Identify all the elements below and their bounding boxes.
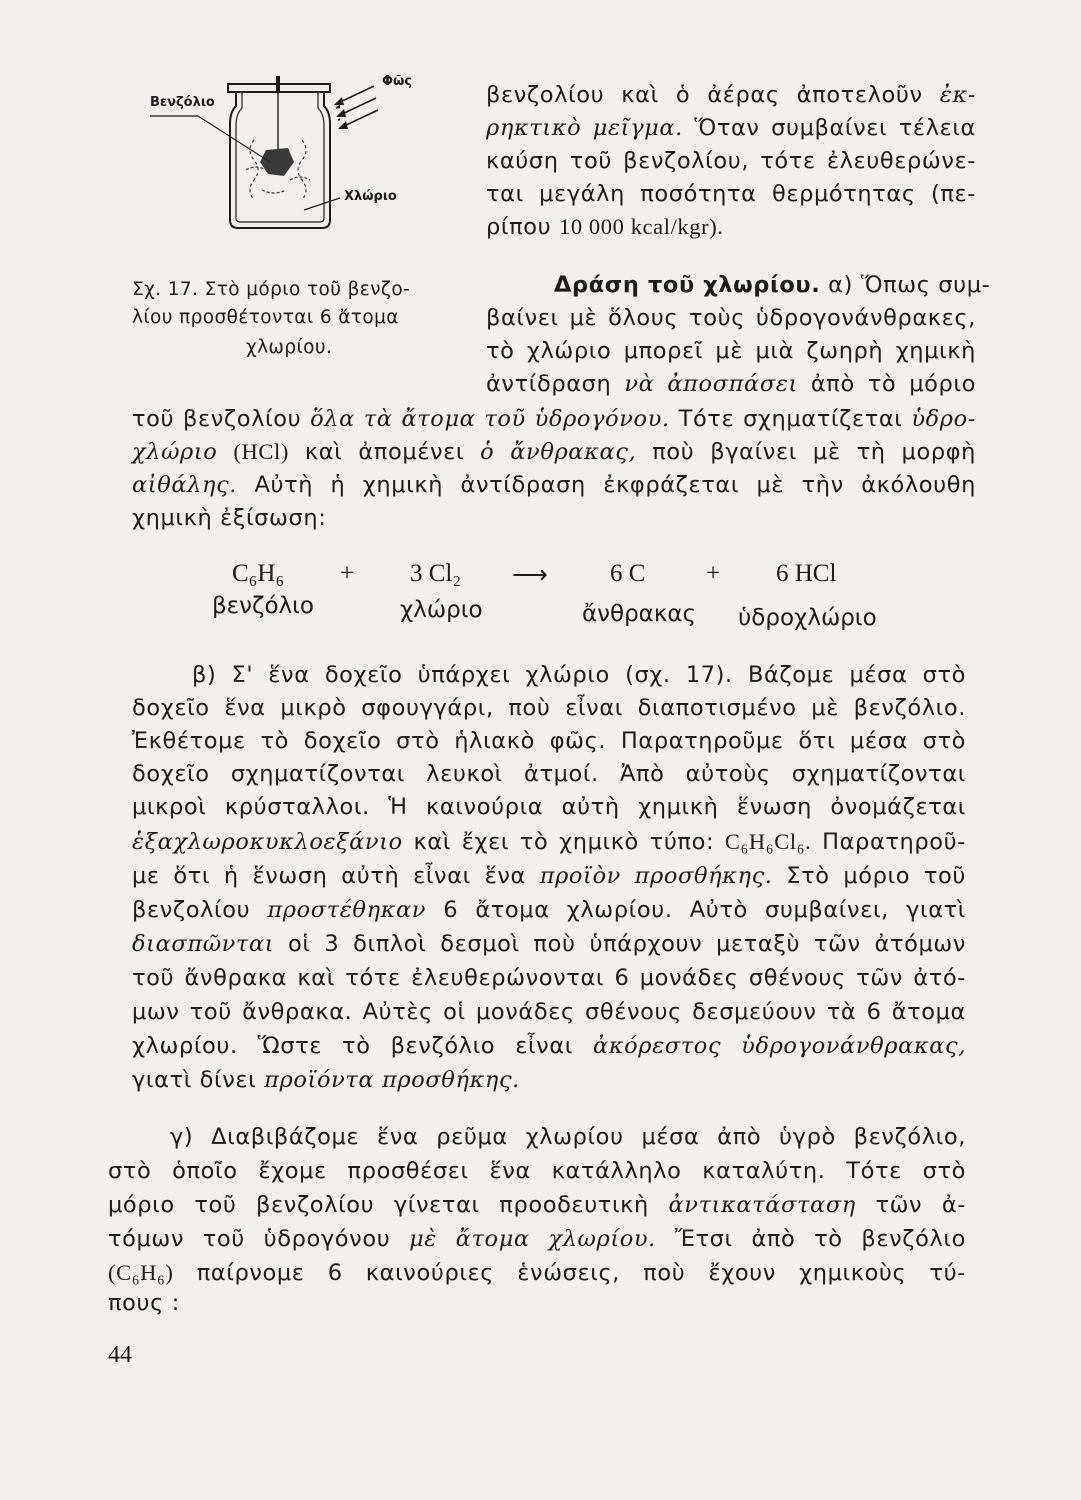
equation-name-carbon: ἄνθρακας: [582, 601, 697, 627]
equation-plus-1: +: [340, 560, 355, 587]
section-heading-chlorine-action: Δράση τοῦ χλωρίου.: [554, 272, 821, 298]
para4-line-2: στὸ ὁποῖο ἔχομε προσθέσει ἕνα κατάλληλο καταλύτη. Τότε στὸ: [108, 1158, 966, 1184]
para3-line-1: β) Σ' ἕνα δοχεῖο ὑπάρχει χλώριο (σχ. 17). Βάζομε μέσα στὸ: [192, 662, 966, 688]
para3-line-13: γιατὶ δίνει προϊόντα προσθήκης.: [132, 1067, 520, 1093]
para2-line-1: Δράση τοῦ χλωρίου. α) Ὅπως συμ-: [554, 272, 991, 298]
light-arrows: [330, 82, 380, 132]
para2-line-4: ἀντίδραση νὰ ἀποσπάσει ἀπὸ τὸ μόριο: [486, 371, 976, 397]
para3-line-10: τοῦ ἄνθρακα καὶ τότε ἐλευθερώνονται 6 μονάδες σθένους τῶν ἀτό-: [132, 965, 966, 991]
para3-line-7: με ὅτι ἡ ἕνωση αὐτὴ εἶναι ἕνα προϊὸν προσθήκης. Στὸ μόριο τοῦ: [132, 863, 966, 889]
equation-benzene-formula: C₆H₆: [232, 560, 285, 587]
para3-line-6: ἑξαχλωροκυκλοεξάνιο καὶ ἔχει τὸ χημικὸ τύπο: C₆H₆Cl₆. Παρατηροῦ-: [132, 829, 966, 855]
equation-plus-2: +: [706, 560, 721, 587]
figure-caption-line-2: λίου προσθέτονται 6 ἄτομα: [132, 307, 399, 328]
para4-line-5: (C₆H₆) παίρνομε 6 καινούριες ἑνώσεις, ποὺ ἔχουν χημικοὺς τύ-: [108, 1260, 966, 1286]
para3-line-5: μικροὶ κρύσταλλοι. Ἡ καινούρια αὐτὴ χημικὴ ἕνωση ὀνομάζεται: [132, 794, 966, 820]
equation-arrow: ⟶: [512, 562, 548, 589]
equation-chlorine-formula: 3 Cl₂: [410, 560, 462, 587]
para1-line-2: ρηκτικὸ μεῖγμα. Ὅταν συμβαίνει τέλεια: [486, 115, 976, 141]
para3-line-12: χλωρίου. Ὥστε τὸ βενζόλιο εἶναι ἀκόρεστος ὑδρογονάνθρακας,: [132, 1033, 966, 1059]
figure-caption-line-3: χλωρίου.: [246, 337, 333, 358]
para2-line-8: χημικὴ ἐξίσωση:: [132, 505, 327, 531]
para4-line-4: τόμων τοῦ ὑδρογόνου μὲ ἄτομα χλωρίου. Ἔτσι ἀπὸ τὸ βενζόλιο: [108, 1226, 966, 1252]
figure-label-chlorine: Χλώριο: [344, 189, 397, 204]
equation-name-benzene: βενζόλιο: [212, 593, 315, 619]
figure-label-light: Φῶς: [382, 74, 413, 89]
para3-line-2: δοχεῖο ἕνα μικρὸ σφουγγάρι, ποὺ εἶναι διαποτισμένο μὲ βενζόλιο.: [132, 695, 966, 721]
para2-line-6: χλώριο (HCl) καὶ ἀπομένει ὁ ἄνθρακας, ποὺ βγαίνει μὲ τὴ μορφὴ: [132, 439, 977, 465]
para1-line-4: ται μεγάλη ποσότητα θερμότητας (πε-: [486, 181, 976, 207]
para2-line-7: αἰθάλης. Αὐτὴ ἡ χημικὴ ἀντίδραση ἐκφράζεται μὲ τὴν ἀκόλουθη: [132, 472, 976, 498]
para4-line-1: γ) Διαβιβάζομε ἕνα ρεῦμα χλωρίου μέσα ἀπὸ ὑγρὸ βενζόλιο,: [170, 1124, 966, 1150]
figure-caption-line-1: Σχ. 17. Στὸ μόριο τοῦ βενζο-: [132, 279, 411, 300]
para3-line-4: δοχεῖο σχηματίζονται λευκοὶ ἀτμοί. Ἀπὸ αὐτοὺς σχηματίζονται: [132, 761, 966, 787]
para2-line-3: τὸ χλώριο μπορεῖ μὲ μιὰ ζωηρὴ χημικὴ: [486, 338, 976, 364]
page-number: 44: [108, 1342, 132, 1368]
equation-carbon-formula: 6 C: [610, 560, 646, 587]
para4-line-3: μόριο τοῦ βενζολίου γίνεται προοδευτικὴ ἀντικατάσταση τῶν ἀ-: [108, 1192, 966, 1218]
para1-line-3: καύση τοῦ βενζολίου, τότε ἐλευθερώνε-: [486, 148, 976, 174]
para3-line-11: μων τοῦ ἄνθρακα. Αὐτὲς οἱ μονάδες σθένους δεσμεύουν τὰ 6 ἄτομα: [132, 999, 966, 1025]
para3-line-9: διασπῶνται οἱ 3 διπλοὶ δεσμοὶ ποὺ ὑπάρχουν μεταξὺ τῶν ἀτόμων: [132, 931, 966, 957]
para4-line-6: πους :: [108, 1290, 180, 1316]
equation-name-chlorine: χλώριο: [400, 597, 483, 623]
para1-line-5: ρίπου 10 000 kcal/kgr).: [486, 214, 724, 240]
equation-name-hcl: ὑδροχλώριο: [738, 605, 877, 631]
equation-hcl-formula: 6 HCl: [776, 560, 837, 587]
figure-label-benzene: Βενζόλιο: [150, 95, 215, 110]
para2-line-2: βαίνει μὲ ὅλους τοὺς ὑδρογονάνθρακες,: [486, 305, 976, 331]
para3-line-8: βενζολίου προστέθηκαν 6 ἄτομα χλωρίου. Αὐτὸ συμβαίνει, γιατὶ: [132, 897, 966, 923]
para3-line-3: Ἐκθέτομε τὸ δοχεῖο στὸ ἡλιακὸ φῶς. Παρατηροῦμε ὅτι μέσα στὸ: [132, 728, 966, 754]
para2-line-5: τοῦ βενζολίου ὅλα τὰ ἄτομα τοῦ ὑδρογόνου. Τότε σχηματίζεται ὑδρο-: [132, 406, 976, 432]
para1-line-1: βενζολίου καὶ ὁ ἀέρας ἀποτελοῦν ἐκ-: [486, 82, 976, 108]
